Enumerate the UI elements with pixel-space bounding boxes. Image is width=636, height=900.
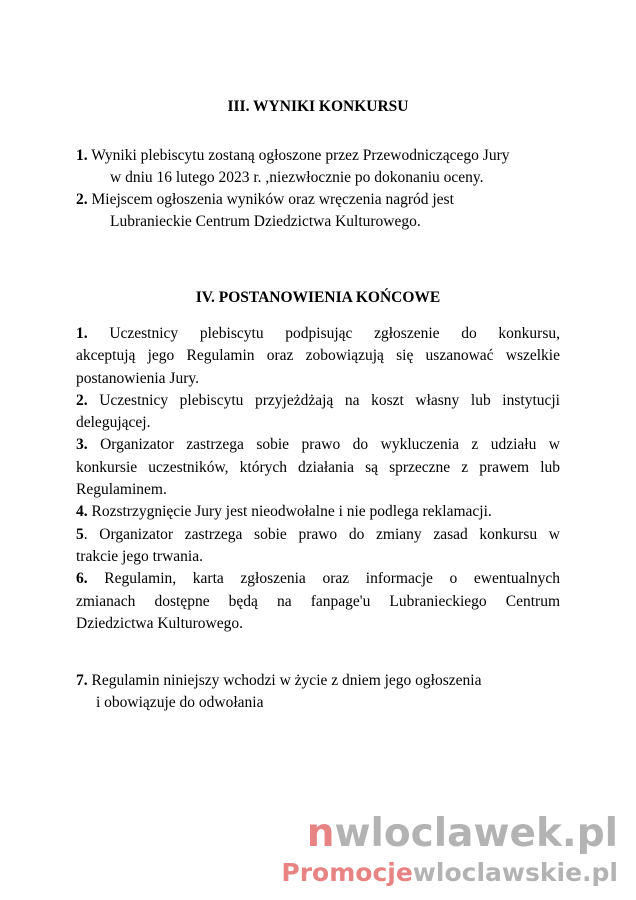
final-provision: [76, 670, 481, 714]
item-number: 5: [76, 525, 84, 543]
item-number: 2.: [76, 191, 88, 208]
list-item: [76, 390, 560, 435]
watermark-promo-logo: Promocjewloclawskie.pl: [281, 858, 618, 887]
list-item: [76, 568, 560, 635]
item-text: . Organizator zastrzega sobie prawo do zmiany zasad konkursu w: [83, 525, 560, 543]
list-item: [76, 189, 576, 233]
item-text-continuation: postanowienia Jury.: [76, 369, 199, 387]
item-text-continuation: Lubranieckie Centrum Dziedzictwa Kulturowego.: [110, 213, 421, 230]
section-4-list: [76, 323, 560, 635]
item-number: 4.: [76, 503, 88, 521]
list-item: [76, 323, 560, 390]
list-item: [76, 501, 560, 523]
section-3-title: III. WYNIKI KONKURSU: [227, 98, 409, 115]
item-number: 2.: [76, 391, 88, 409]
item-text: Regulamin, karta zgłoszenia oraz informacje o ewentualnych: [87, 570, 560, 588]
item-text: Organizator zastrzega sobie prawo do wykluczenia z udziału w: [87, 436, 560, 454]
item-text: Wyniki plebiscytu zostaną ogłoszone przez Przewodniczącego Jury: [87, 147, 510, 164]
item-text: Uczestnicy plebiscytu podpisując zgłoszenie do konkursu,: [87, 325, 560, 342]
item-text-continuation: w dniu 16 lutego 2023 r. ,niezwłocznie po dokonaniu oceny.: [110, 169, 484, 186]
item-number: 6.: [76, 570, 88, 588]
item-text: Regulamin niniejszy wchodzi w życie z dniem jego ogłoszenia: [87, 672, 482, 689]
list-item: [76, 434, 560, 501]
item-number: 1.: [76, 147, 88, 164]
item-text: Uczestnicy plebiscytu przyjeżdżają na koszt własny lub instytucji: [87, 391, 560, 409]
section-3-list: [76, 145, 576, 233]
item-number: 7.: [76, 672, 88, 689]
item-text-continuation: i obowiązuje do odwołania: [96, 694, 264, 711]
item-number: 1.: [76, 325, 88, 342]
item-text-continuation: delegującej.: [76, 414, 151, 432]
item-text-continuation: akceptują jego Regulamin oraz zobowiązują się uszanować wszelkie: [76, 347, 560, 365]
item-text-continuation: Dziedzictwa Kulturowego.: [76, 614, 243, 632]
item-text-continuation: trakcie jego trwania.: [76, 547, 203, 565]
item-text-continuation: Regulaminem.: [76, 481, 167, 499]
list-item: [76, 145, 576, 189]
section-4-title: IV. POSTANOWIENIA KOŃCOWE: [195, 289, 441, 306]
item-number: 3.: [76, 436, 88, 454]
item-text-continuation: zmianach dostępne będą na fanpage'u Lubranieckiego Centrum: [76, 592, 560, 610]
list-item: [76, 524, 560, 569]
item-text-continuation: konkursie uczestników, których działania są sprzeczne z prawem lub: [76, 458, 560, 476]
item-text: Rozstrzygnięcie Jury jest nieodwołalne i nie podlega reklamacji.: [87, 503, 492, 521]
item-text: Miejscem ogłoszenia wyników oraz wręczenia nagród jest: [87, 191, 454, 208]
watermark-site-logo: nwloclawek.pl: [306, 811, 618, 856]
